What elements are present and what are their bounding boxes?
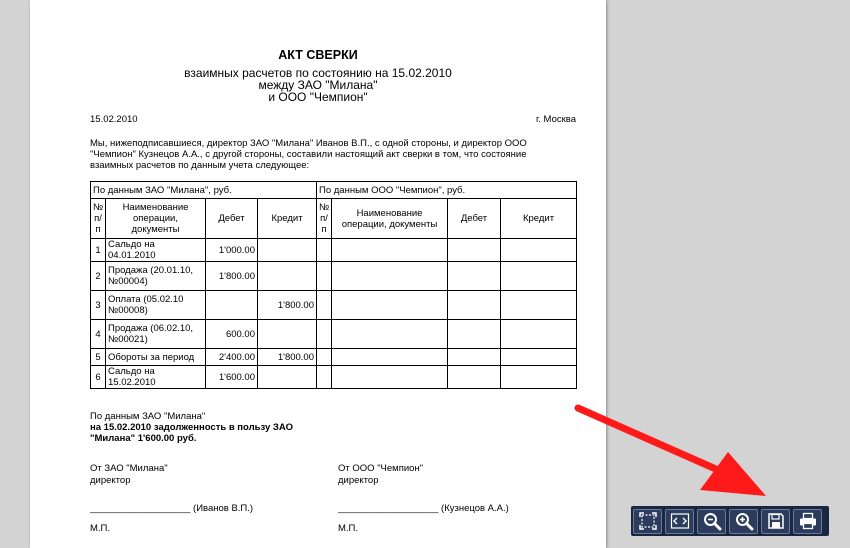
summary-line-1: По данным ЗАО "Милана" [90,411,206,422]
right-stamp-label: М.П. [338,523,359,534]
left-group-header: По данным ЗАО "Милана", руб. [91,182,317,199]
document-subtitle-3: и ООО "Чемпион" [268,90,368,104]
row-name: Обороты за период [106,349,206,366]
left-signatory-org: От ЗАО "Милана" [90,463,168,474]
save-icon [766,511,786,531]
zoom-in-icon [734,511,754,531]
row-credit: 1'800.00 [258,349,317,366]
row-num: 2 [91,262,106,291]
row-num: 1 [91,239,106,262]
row-name: Оплата (05.02.10 №00008) [106,291,206,320]
row-name: Сальдо на 15.02.2010 [106,366,206,389]
fit-width-button[interactable] [665,509,694,534]
col-name-header-right: Наименование операции, документы [332,199,448,239]
row-num: 4 [91,320,106,349]
col-name-header: Наименование операции, документы [106,199,206,239]
row-debit: 1'800.00 [206,262,258,291]
document-date: 15.02.2010 [90,114,138,125]
col-num-header: № п/п [91,199,106,239]
row-num: 3 [91,291,106,320]
zoom-out-icon [702,511,722,531]
zoom-in-button[interactable] [729,509,758,534]
intro-line-3: взаимных расчетов по данным учета следующее: [90,160,310,171]
print-button[interactable] [793,509,822,534]
col-debit-header-right: Дебет [448,199,501,239]
col-num-header-right: № п/п [317,199,332,239]
summary-line-2: на 15.02.2010 задолженность в пользу ЗАО [90,422,293,433]
col-credit-header: Кредит [258,199,317,239]
row-name: Продажа (20.01.10, №00004) [106,262,206,291]
right-signatory-role: директор [338,475,379,486]
row-num: 6 [91,366,106,389]
row-credit: 1'800.00 [258,291,317,320]
save-button[interactable] [761,509,790,534]
intro-line-2: "Чемпион" Кузнецов А.А., с другой стороны, составили настоящий акт сверки в том, что состояние [90,149,527,160]
row-name: Сальдо на 04.01.2010 [106,239,206,262]
document-subtitle-2: между ЗАО "Милана" [258,78,378,92]
fit-page-button[interactable] [633,509,662,534]
right-signatory-org: От ООО "Чемпион" [338,463,424,474]
row-debit: 600.00 [206,320,258,349]
zoom-out-button[interactable] [697,509,726,534]
left-signature-line: ___________________ (Иванов В.П.) [90,503,254,514]
fit-page-icon [638,511,658,531]
row-debit: 1'600.00 [206,366,258,389]
intro-line-1: Мы, нижеподписавшиеся, директор ЗАО "Милана" Иванов В.П., с одной стороны, и директор ООО [90,138,527,149]
col-debit-header: Дебет [206,199,258,239]
right-group-header: По данным ООО "Чемпион", руб. [317,182,577,199]
print-icon [798,511,818,531]
viewer-toolbar [631,506,829,536]
document-title: АКТ СВЕРКИ [278,48,358,62]
col-credit-header-right: Кредит [501,199,577,239]
left-signatory-role: директор [90,475,131,486]
row-num: 5 [91,349,106,366]
document-subtitle-1: взаимных расчетов по состоянию на 15.02.2010 [184,66,452,80]
left-stamp-label: М.П. [90,523,111,534]
right-signature-line: ___________________ (Кузнецов А.А.) [338,503,509,514]
summary-line-3: "Милана" 1'600.00 руб. [90,433,197,444]
row-name: Продажа (06.02.10, №00021) [106,320,206,349]
document-city: г. Москва [535,114,576,125]
row-debit: 1'000.00 [206,239,258,262]
row-debit: 2'400.00 [206,349,258,366]
fit-width-icon [670,511,690,531]
